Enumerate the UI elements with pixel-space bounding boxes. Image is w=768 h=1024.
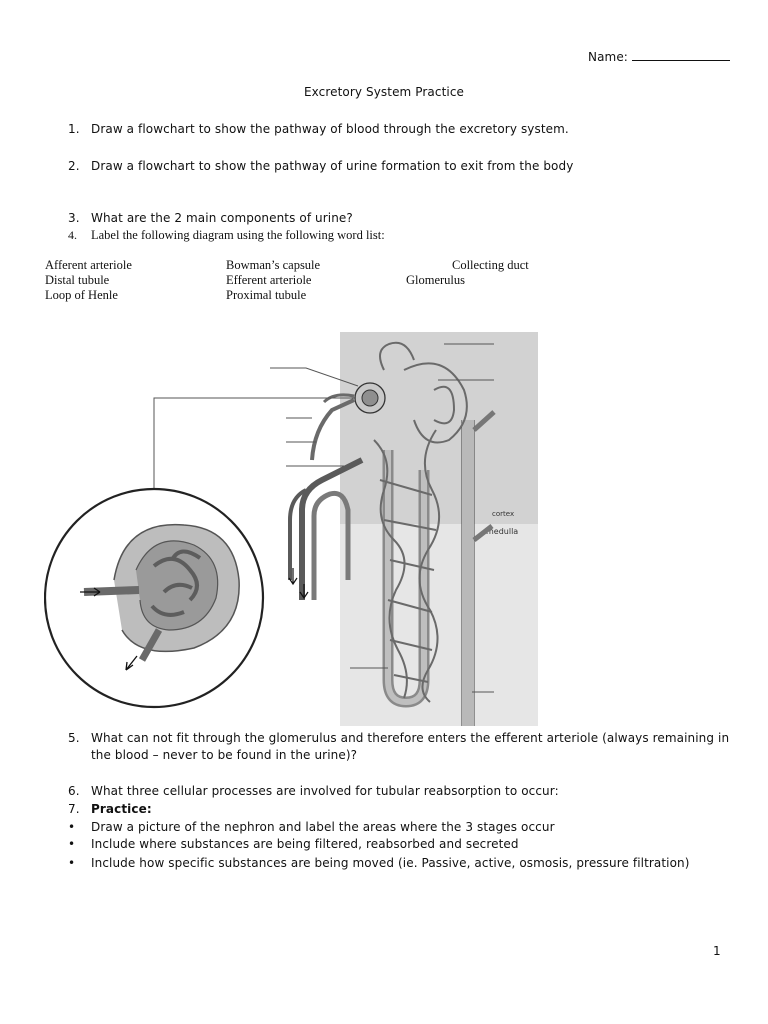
page-number: 1 bbox=[713, 944, 721, 958]
page-title: Excretory System Practice bbox=[303, 85, 464, 99]
question-7-number: 7. bbox=[68, 802, 80, 816]
cortex-region bbox=[340, 332, 538, 524]
question-5-text-line2: the blood – never to be found in the urine)? bbox=[91, 748, 358, 762]
question-5-text-line1: What can not fit through the glomerulus and therefore enters the efferent arteriole (always remaining in bbox=[91, 731, 730, 745]
practice-bullet-3: Include how specific substances are being moved (ie. Passive, active, osmosis, pressure filtration) bbox=[91, 856, 690, 870]
word-bowmans-capsule: Bowman’s capsule bbox=[226, 258, 321, 272]
question-5-number: 5. bbox=[68, 731, 80, 745]
magnified-glomerulus bbox=[45, 489, 263, 707]
practice-bullet-1: Draw a picture of the nephron and label the areas where the 3 stages occur bbox=[91, 820, 555, 834]
bullet-icon: • bbox=[68, 820, 76, 834]
question-1-number: 1. bbox=[68, 122, 80, 136]
word-distal-tubule: Distal tubule bbox=[45, 273, 110, 287]
name-blank-line[interactable] bbox=[632, 49, 730, 61]
bullet-icon: • bbox=[68, 856, 76, 870]
question-1-text: Draw a flowchart to show the pathway of blood through the excretory system. bbox=[91, 122, 569, 136]
cortex-label: cortex bbox=[492, 510, 515, 518]
question-3-text: What are the 2 main components of urine? bbox=[91, 211, 353, 225]
question-4-number: 4. bbox=[68, 228, 77, 242]
name-label: Name: bbox=[588, 50, 628, 64]
question-3-number: 3. bbox=[68, 211, 80, 225]
bullet-icon: • bbox=[68, 837, 76, 851]
practice-bullet-2: Include where substances are being filtered, reabsorbed and secreted bbox=[91, 837, 519, 851]
question-6-text: What three cellular processes are involved for tubular reabsorption to occur: bbox=[91, 784, 559, 798]
nephron-diagram bbox=[44, 330, 540, 726]
name-field[interactable] bbox=[588, 49, 730, 64]
bowmans-capsule-small bbox=[355, 383, 385, 413]
question-4-text: Label the following diagram using the following word list: bbox=[91, 228, 385, 242]
question-7-text: Practice: bbox=[91, 802, 152, 816]
question-2-number: 2. bbox=[68, 159, 80, 173]
word-afferent-arteriole: Afferent arteriole bbox=[45, 258, 132, 272]
word-efferent-arteriole: Efferent arteriole bbox=[226, 273, 312, 287]
question-2-text: Draw a flowchart to show the pathway of urine formation to exit from the body bbox=[91, 159, 574, 173]
word-glomerulus: Glomerulus bbox=[406, 273, 466, 287]
question-6-number: 6. bbox=[68, 784, 80, 798]
medulla-label: medulla bbox=[486, 527, 519, 536]
word-collecting-duct: Collecting duct bbox=[452, 258, 529, 272]
word-loop-of-henle: Loop of Henle bbox=[45, 288, 118, 302]
word-proximal-tubule: Proximal tubule bbox=[226, 288, 307, 302]
